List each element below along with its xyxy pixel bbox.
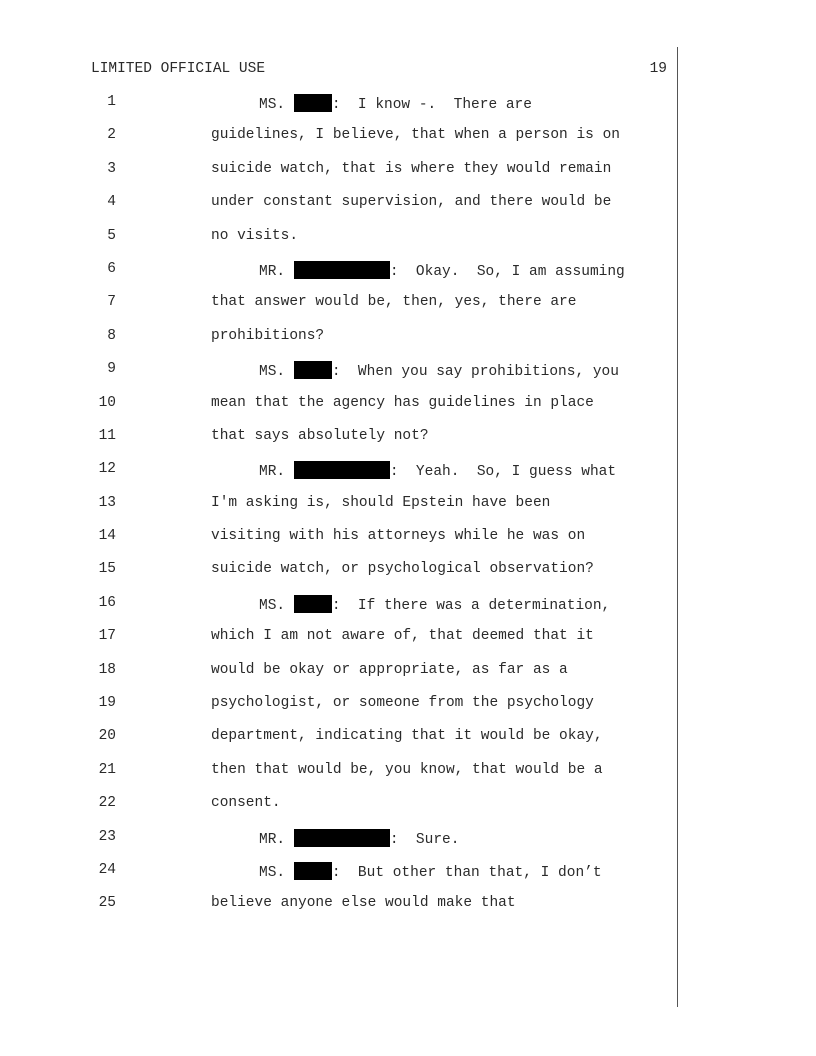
line-number: 12	[98, 461, 116, 478]
redaction-box	[294, 862, 332, 880]
line-number: 11	[98, 427, 116, 444]
speech-text: suicide watch, or psychological observation?	[211, 561, 594, 578]
line-text	[259, 261, 625, 280]
speech-text: guidelines, I believe, that when a person is on	[211, 127, 620, 144]
line-text	[211, 194, 611, 210]
redaction-box	[294, 361, 332, 379]
line-number: 1	[107, 94, 116, 110]
line-number: 18	[98, 661, 116, 678]
line-text	[211, 795, 281, 811]
speech-text: : Okay. So, I am assuming	[389, 263, 625, 280]
line-text	[211, 728, 603, 744]
line-text	[211, 294, 576, 310]
speech-text: : I know -. There are	[331, 97, 532, 113]
line-number: 13	[98, 494, 116, 511]
speech-text: : If there was a determination,	[331, 597, 611, 614]
transcript-line	[0, 561, 816, 594]
line-number: 24	[98, 861, 116, 878]
speaker-title: MS.	[259, 864, 286, 881]
line-number: 17	[98, 628, 116, 645]
speaker-title: MR.	[259, 263, 286, 280]
page-header	[91, 61, 667, 81]
redaction-box	[294, 829, 390, 847]
line-text	[211, 695, 594, 711]
speech-text: which I am not aware of, that deemed that it	[211, 628, 594, 645]
line-text	[211, 662, 568, 678]
line-number: 3	[107, 160, 116, 177]
speech-text: suicide watch, that is where they would remain	[211, 160, 612, 177]
line-number: 15	[98, 561, 116, 578]
redaction-box	[294, 261, 390, 279]
speech-text: would be okay or appropriate, as far as a	[211, 661, 568, 678]
line-number: 14	[98, 528, 116, 545]
line-number: 25	[98, 895, 116, 912]
transcript-line	[0, 161, 816, 194]
transcript-line	[0, 127, 816, 160]
speech-text: : Sure.	[389, 831, 460, 848]
speech-text: : Yeah. So, I guess what	[389, 464, 617, 481]
speech-text: department, indicating that it would be okay,	[211, 728, 603, 745]
transcript-line	[0, 228, 816, 261]
line-number: 10	[98, 394, 116, 411]
speech-text: mean that the agency has guidelines in place	[211, 394, 594, 411]
speaker-title: MR.	[259, 464, 286, 481]
line-text	[259, 829, 459, 848]
line-text	[211, 395, 594, 411]
line-text	[211, 762, 603, 778]
line-text	[259, 361, 619, 380]
transcript-line	[0, 294, 816, 327]
redaction-box	[294, 94, 332, 112]
line-text	[211, 561, 594, 577]
line-number: 4	[107, 194, 116, 211]
transcript-line	[0, 762, 816, 795]
transcript-line	[0, 695, 816, 728]
speech-text: under constant supervision, and there would be	[211, 194, 612, 211]
speech-text: no visits.	[211, 227, 299, 244]
line-number: 16	[98, 594, 116, 611]
transcript-body	[0, 94, 816, 929]
transcript-line	[0, 662, 816, 695]
transcript-line	[0, 428, 816, 461]
speaker-title: MS.	[259, 597, 286, 614]
line-number: 8	[107, 327, 116, 344]
transcript-line	[0, 261, 816, 294]
speech-text: : But other than that, I don’t	[331, 864, 602, 881]
line-text	[211, 495, 550, 511]
line-text	[211, 895, 516, 911]
line-text	[211, 228, 298, 244]
line-text	[259, 862, 602, 881]
line-number: 6	[107, 260, 116, 277]
transcript-line	[0, 595, 816, 628]
transcript-line	[0, 628, 816, 661]
transcript-line	[0, 795, 816, 828]
line-text	[211, 428, 429, 444]
transcript-line	[0, 862, 816, 895]
line-number: 5	[107, 227, 116, 244]
speech-text: then that would be, you know, that would be a	[211, 761, 603, 778]
speaker-title: MS.	[259, 364, 286, 381]
line-text	[259, 595, 610, 614]
line-number: 19	[98, 695, 116, 712]
transcript-line	[0, 895, 816, 928]
transcript-line	[0, 461, 816, 494]
transcript-line	[0, 495, 816, 528]
transcript-line	[0, 395, 816, 428]
classification-marking: LIMITED OFFICIAL USE	[91, 61, 266, 77]
line-text	[211, 127, 620, 143]
line-number: 7	[107, 294, 116, 311]
transcript-line	[0, 829, 816, 862]
speech-text: consent.	[211, 795, 281, 812]
speech-text: prohibitions?	[211, 327, 325, 344]
line-number: 9	[107, 361, 116, 378]
speaker-title: MS.	[259, 97, 286, 113]
speech-text: I'm asking is, should Epstein have been	[211, 494, 551, 511]
transcript-line	[0, 528, 816, 561]
redaction-box	[294, 595, 332, 613]
line-text	[211, 328, 324, 344]
speech-text: visiting with his attorneys while he was on	[211, 528, 586, 545]
line-number: 2	[107, 127, 116, 144]
speech-text: that answer would be, then, yes, there are	[211, 294, 577, 311]
speech-text: psychologist, or someone from the psychology	[211, 695, 594, 712]
speech-text: believe anyone else would make that	[211, 895, 516, 912]
transcript-line	[0, 328, 816, 361]
line-number: 23	[98, 828, 116, 845]
redaction-box	[294, 461, 390, 479]
line-number: 20	[98, 728, 116, 745]
line-text	[259, 461, 616, 480]
page-number: 19	[649, 61, 667, 77]
line-number: 21	[98, 761, 116, 778]
transcript-line	[0, 728, 816, 761]
speech-text: : When you say prohibitions, you	[331, 364, 619, 381]
transcript-line	[0, 361, 816, 394]
transcript-line	[0, 194, 816, 227]
transcript-line	[0, 94, 816, 127]
line-text	[211, 528, 585, 544]
line-text	[259, 94, 532, 113]
line-number: 22	[98, 795, 116, 812]
speaker-title: MR.	[259, 831, 286, 848]
line-text	[211, 161, 611, 177]
speech-text: that says absolutely not?	[211, 427, 429, 444]
line-text	[211, 628, 594, 644]
